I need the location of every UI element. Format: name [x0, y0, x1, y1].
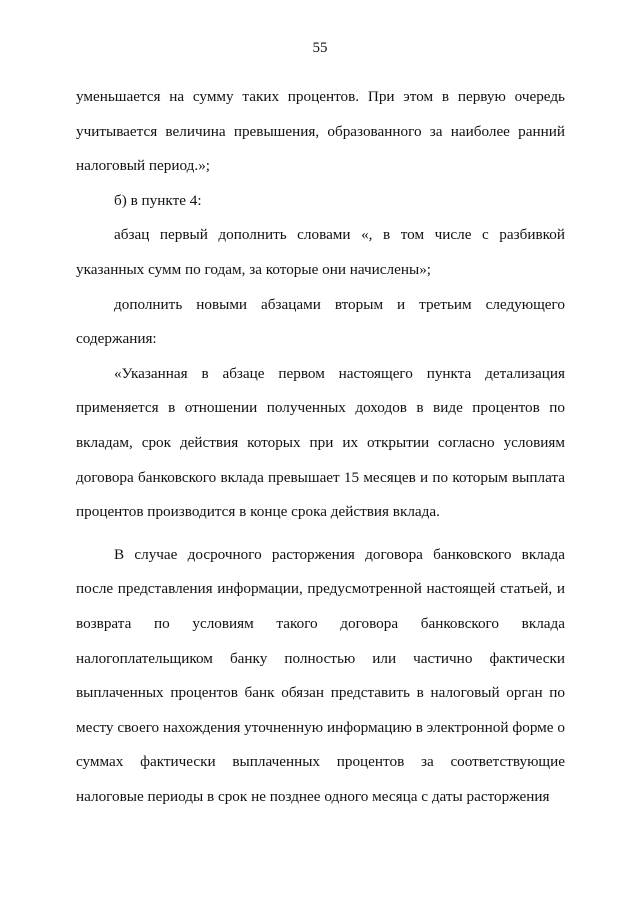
paragraph-early-termination: В случае досрочного расторжения договора банковского вклада после представления информации, предусмотренной настоящей статьей, и возврата по условиям такого договора банковского вклада налогоплательщиком банку полностью или частично фактически выплаченных процентов банк обязан представить в налоговый орган по месту своего нахождения уточненную информацию в электронной форме о суммах фактически выплаченных процентов за соответствующие налоговые периоды в срок не позднее одного месяца с даты расторжения	[76, 545, 565, 805]
paragraph-amendment-first: абзац первый дополнить словами «, в том числе с разбивкой указанных сумм по годам, за которые они начислены»;	[76, 226, 565, 278]
page-number: 55	[312, 40, 328, 56]
paragraph-amendment-new: дополнить новыми абзацами вторым и третьим следующего содержания:	[76, 295, 565, 348]
paragraph-subitem-b: б) в пункте 4:	[114, 191, 202, 209]
paragraph-quoted-detail: «Указанная в абзаце первом настоящего пункта детализация применяется в отношении полученных доходов в виде процентов по вкладам, срок действия которых при их открытии согласно условиям договора банковского вклада превышает 15 месяцев и по которым выплата процентов производится в конце срока действия вклада.	[76, 364, 565, 521]
document-body	[76, 80, 565, 814]
paragraph-continuation: уменьшается на сумму таких процентов. При этом в первую очередь учитывается величина превышения, образованного за наиболее ранний налоговый период.»;	[76, 88, 565, 175]
